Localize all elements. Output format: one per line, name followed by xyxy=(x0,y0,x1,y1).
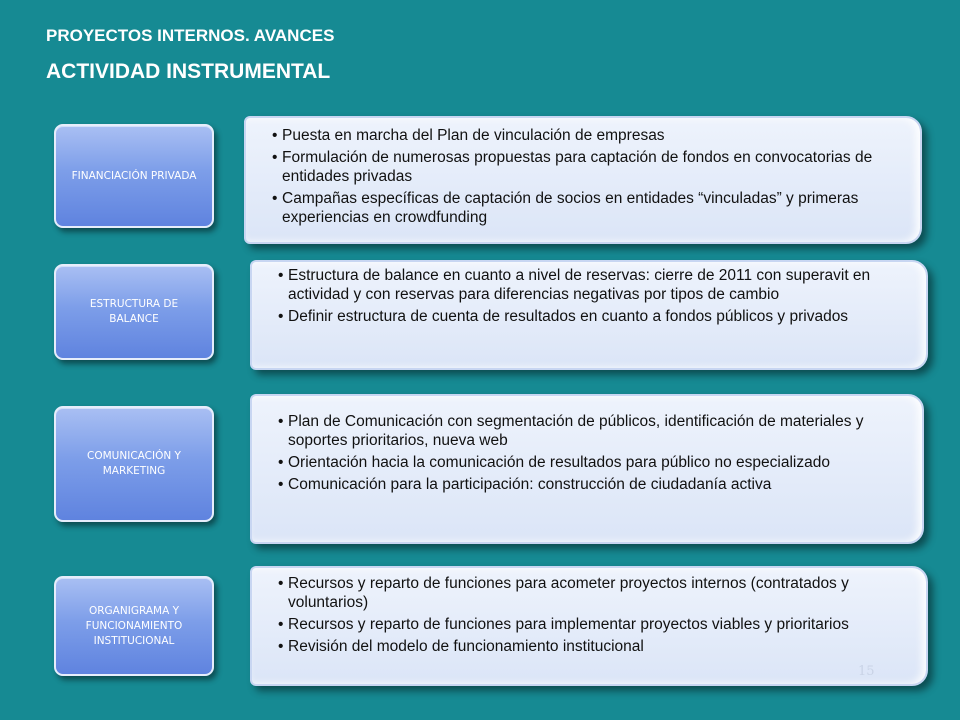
section-label-text: ESTRUCTURA DE BALANCE xyxy=(89,298,179,325)
list-item: • Orientación hacia la comunicación de resultados para público no especializado xyxy=(278,453,898,472)
list-item: • Puesta en marcha del Plan de vinculación de empresas xyxy=(272,126,896,145)
section-label-comunicacion xyxy=(54,406,214,522)
section-content-organigrama xyxy=(250,566,928,686)
slide-title: PROYECTOS INTERNOS. AVANCES xyxy=(46,26,335,45)
page-number: 15 xyxy=(858,664,875,679)
list-item: • Revisión del modelo de funcionamiento institucional xyxy=(278,637,902,656)
list-item: • Definir estructura de cuenta de resultados en cuanto a fondos públicos y privados xyxy=(278,307,902,326)
bullet-list xyxy=(278,266,902,326)
section-label-financiacion xyxy=(54,124,214,228)
list-item: • Plan de Comunicación con segmentación de públicos, identificación de materiales y soportes prioritarios, nueva web xyxy=(278,412,898,450)
bullet-list xyxy=(272,126,896,227)
slide-subtitle: ACTIVIDAD INSTRUMENTAL xyxy=(46,60,331,83)
bullet-list xyxy=(278,574,902,656)
section-label-organigrama xyxy=(54,576,214,676)
list-item: • Formulación de numerosas propuestas para captación de fondos en convocatorias de entidades privadas xyxy=(272,148,896,186)
list-item: • Campañas específicas de captación de socios en entidades “vinculadas” y primeras experiencias en crowdfunding xyxy=(272,189,896,227)
section-label-estructura xyxy=(54,264,214,360)
section-content-financiacion xyxy=(244,116,922,244)
bullet-list xyxy=(278,412,898,494)
section-content-comunicacion xyxy=(250,394,924,544)
section-label-text: ORGANIGRAMA Y FUNCIONAMIENTO INSTITUCIONAL xyxy=(85,604,183,647)
list-item: • Estructura de balance en cuanto a nivel de reservas: cierre de 2011 con superavit en actividad y con reservas para diferencias negativas por tipos de cambio xyxy=(278,266,902,304)
list-item: • Comunicación para la participación: construcción de ciudadanía activa xyxy=(278,475,898,494)
list-item: • Recursos y reparto de funciones para implementar proyectos viables y prioritarios xyxy=(278,615,902,634)
section-label-text: FINANCIACIÓN PRIVADA xyxy=(71,169,197,182)
list-item: • Recursos y reparto de funciones para acometer proyectos internos (contratados y voluntarios) xyxy=(278,574,902,612)
section-label-text: COMUNICACIÓN Y MARKETING xyxy=(87,450,181,477)
section-content-estructura xyxy=(250,260,928,370)
